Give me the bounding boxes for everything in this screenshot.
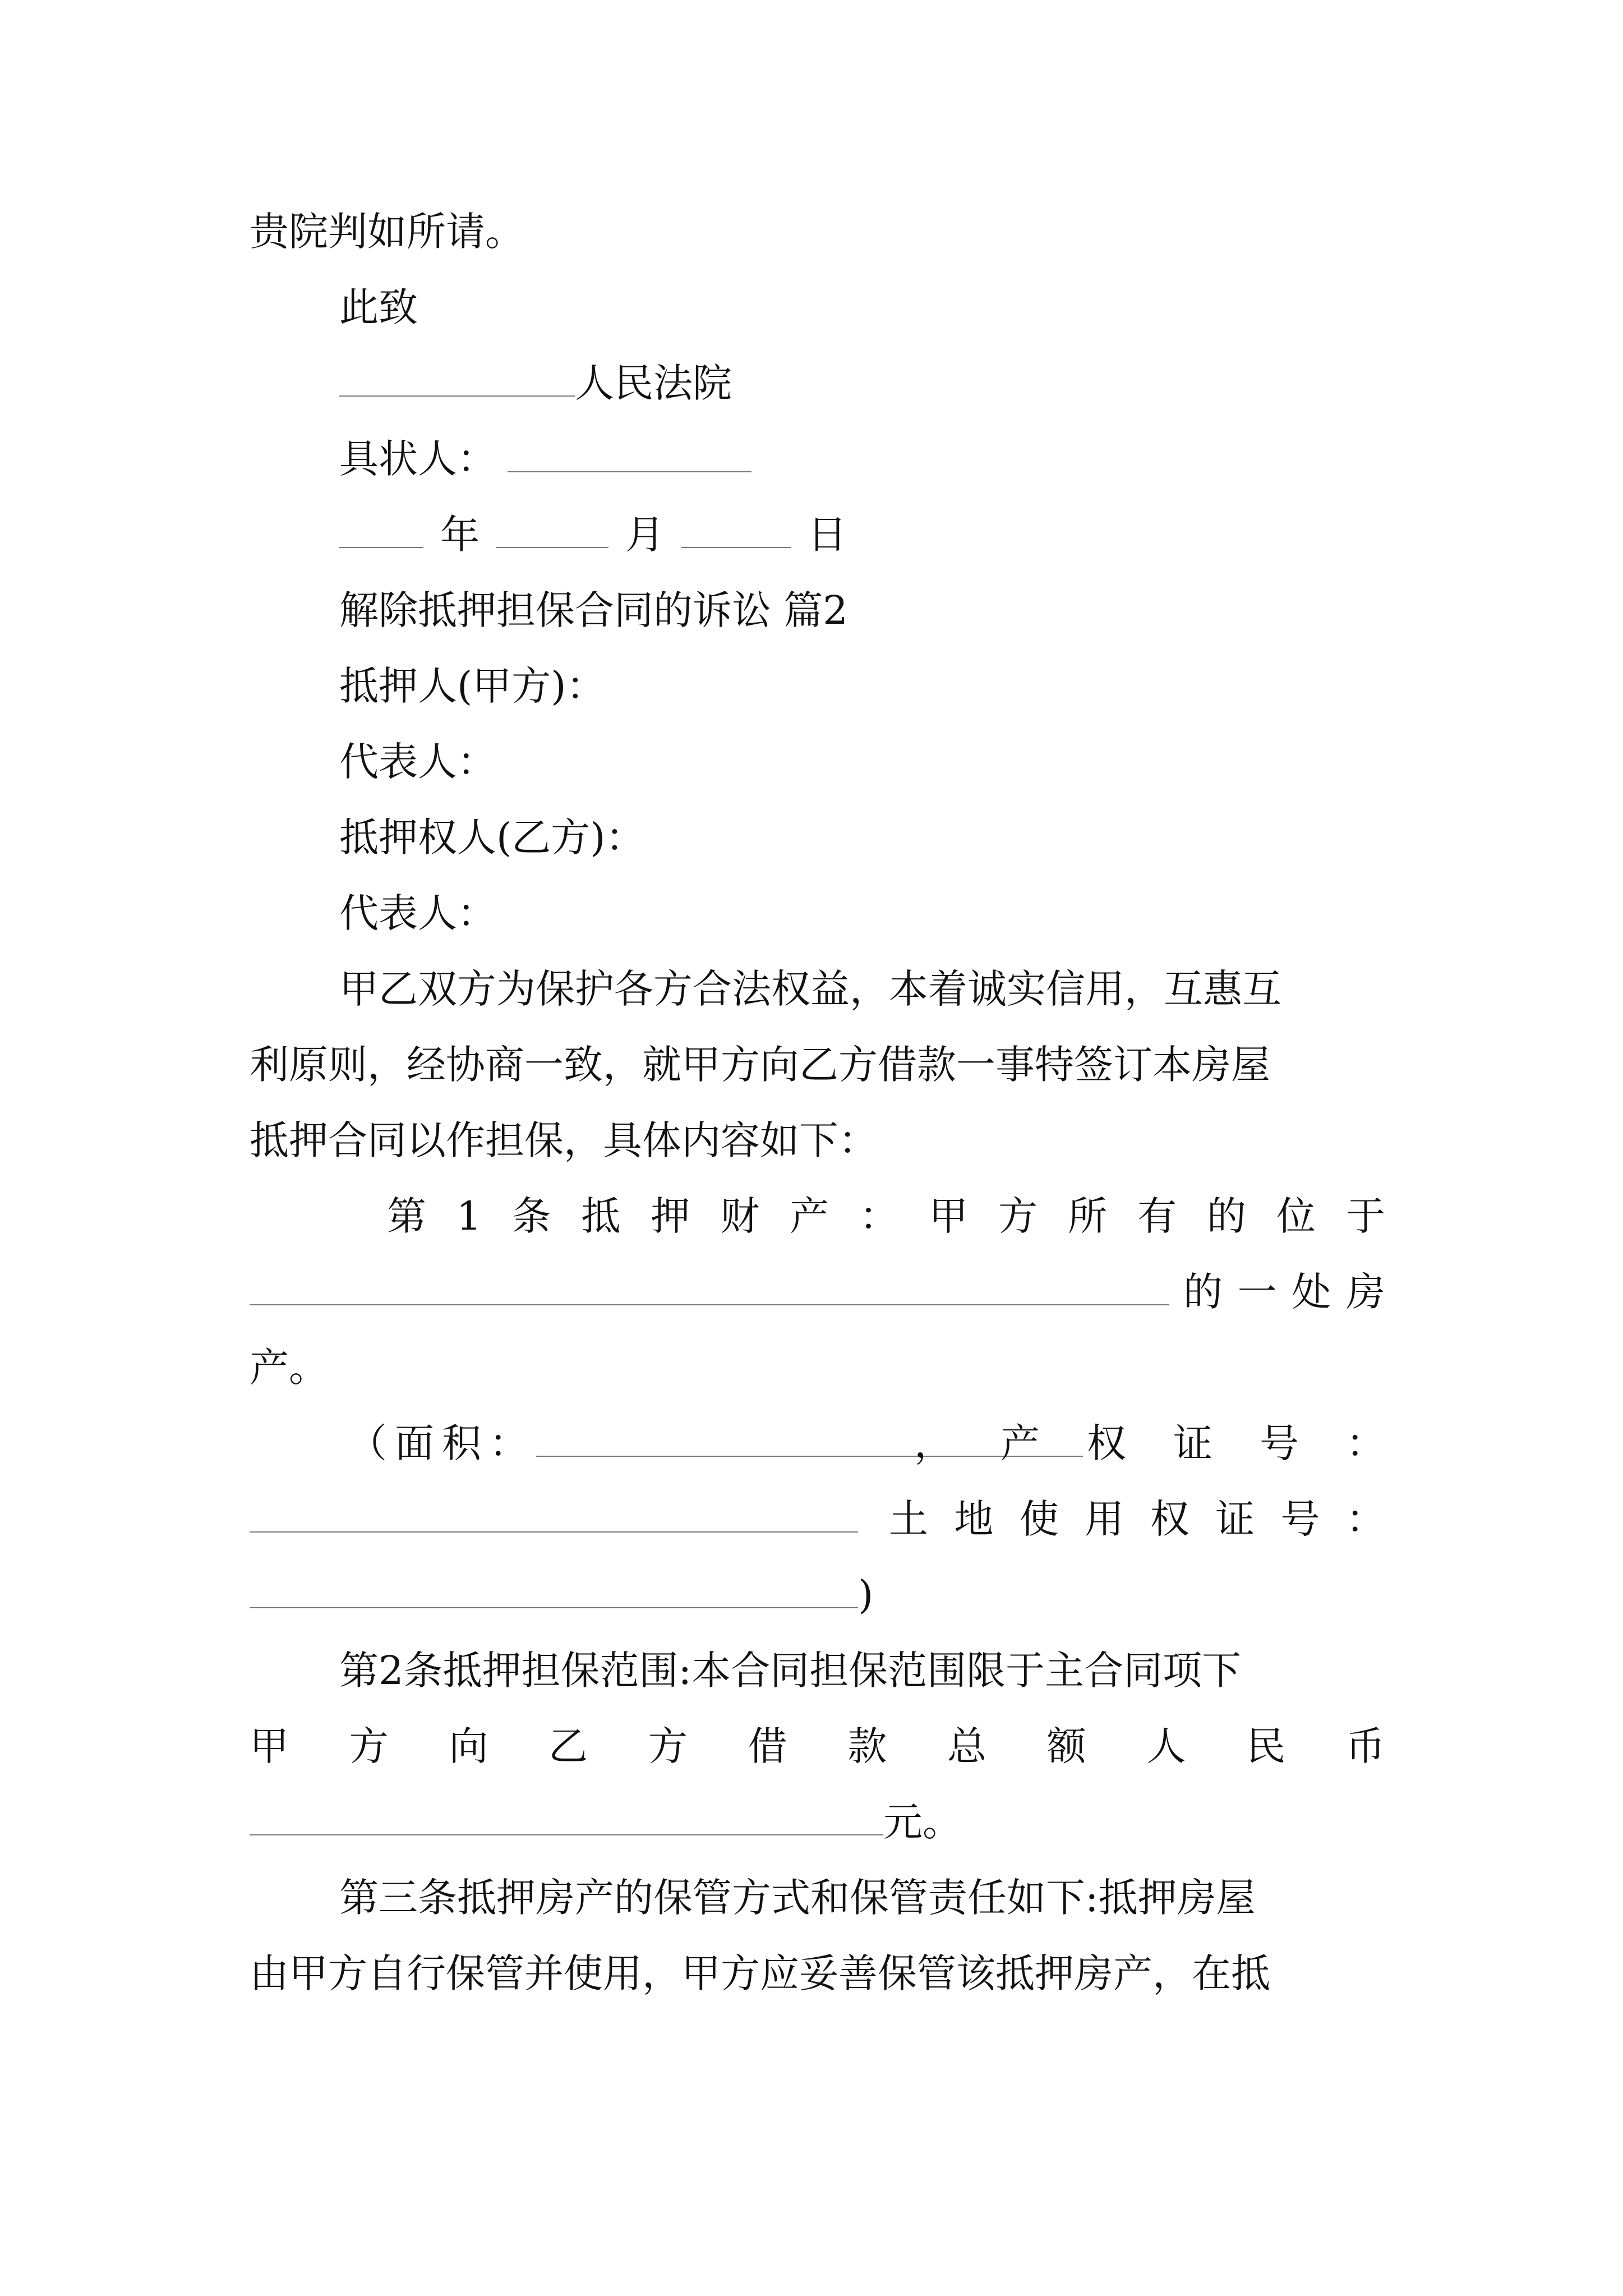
plaintiff-signature-line: 具状人： [339,425,1385,493]
article-3-line: 由甲方自行保管并使用，甲方应妥善保管该抵押房产，在抵 [250,1950,1270,1996]
court-line: 人民法院 [339,349,1385,417]
property-location-blank[interactable] [250,1259,1169,1305]
article-2-line: 元。 [250,1788,1385,1856]
mortgagor-line: 抵押人(甲方)： [339,663,606,709]
loan-amount-blank[interactable] [250,1789,883,1835]
salutation-line: 此致 [339,284,418,330]
day-blank[interactable] [681,502,791,548]
land-cert-blank[interactable] [250,1562,858,1608]
mortgagor-representative-line: 代表人： [339,739,496,785]
property-cert-blank[interactable] [250,1487,858,1533]
article-2-line: 第2条抵押担保范围:本合同担保范围限于主合同项下 [339,1648,1242,1694]
article-1-details-line: （面积： ， 产 权 证 号 ： [348,1410,1385,1477]
year-blank[interactable] [339,502,423,548]
mortgagee-line: 抵押权人(乙方)： [339,815,645,861]
article-1-line: 的 一 处 房 [250,1258,1385,1326]
section-heading: 解除抵押担保合同的诉讼 篇2 [339,587,848,633]
court-name-blank[interactable] [339,351,575,397]
article-2-line: 甲 方 向 乙 方 借 款 总 额 人 民 币 [250,1723,1385,1769]
article-1-line: 第 1 条 抵 押 财 产 ： 甲 方 所 有 的 位 于 [387,1193,1385,1239]
intro-paragraph-line: 甲乙双方为保护各方合法权益，本着诚实信用，互惠互 [339,966,1281,1012]
article-1-details-line: 土 地 使 用 权 证 号 ： [250,1485,1385,1553]
plaintiff-name-blank[interactable] [508,426,751,472]
date-line: 年 月 日 [339,501,1385,568]
month-blank[interactable] [496,502,608,548]
closing-request-line: 贵院判如所请。 [250,209,524,255]
article-3-line: 第三条抵押房产的保管方式和保管责任如下:抵押房屋 [339,1875,1256,1921]
mortgagee-representative-line: 代表人： [339,890,496,936]
article-1-details-line: ) [250,1561,1385,1628]
article-1-line: 产。 [250,1345,328,1391]
intro-paragraph-line: 抵押合同以作担保，具体内容如下： [250,1117,878,1163]
intro-paragraph-line: 利原则，经协商一致，就甲方向乙方借款一事特签订本房屋 [250,1042,1270,1088]
